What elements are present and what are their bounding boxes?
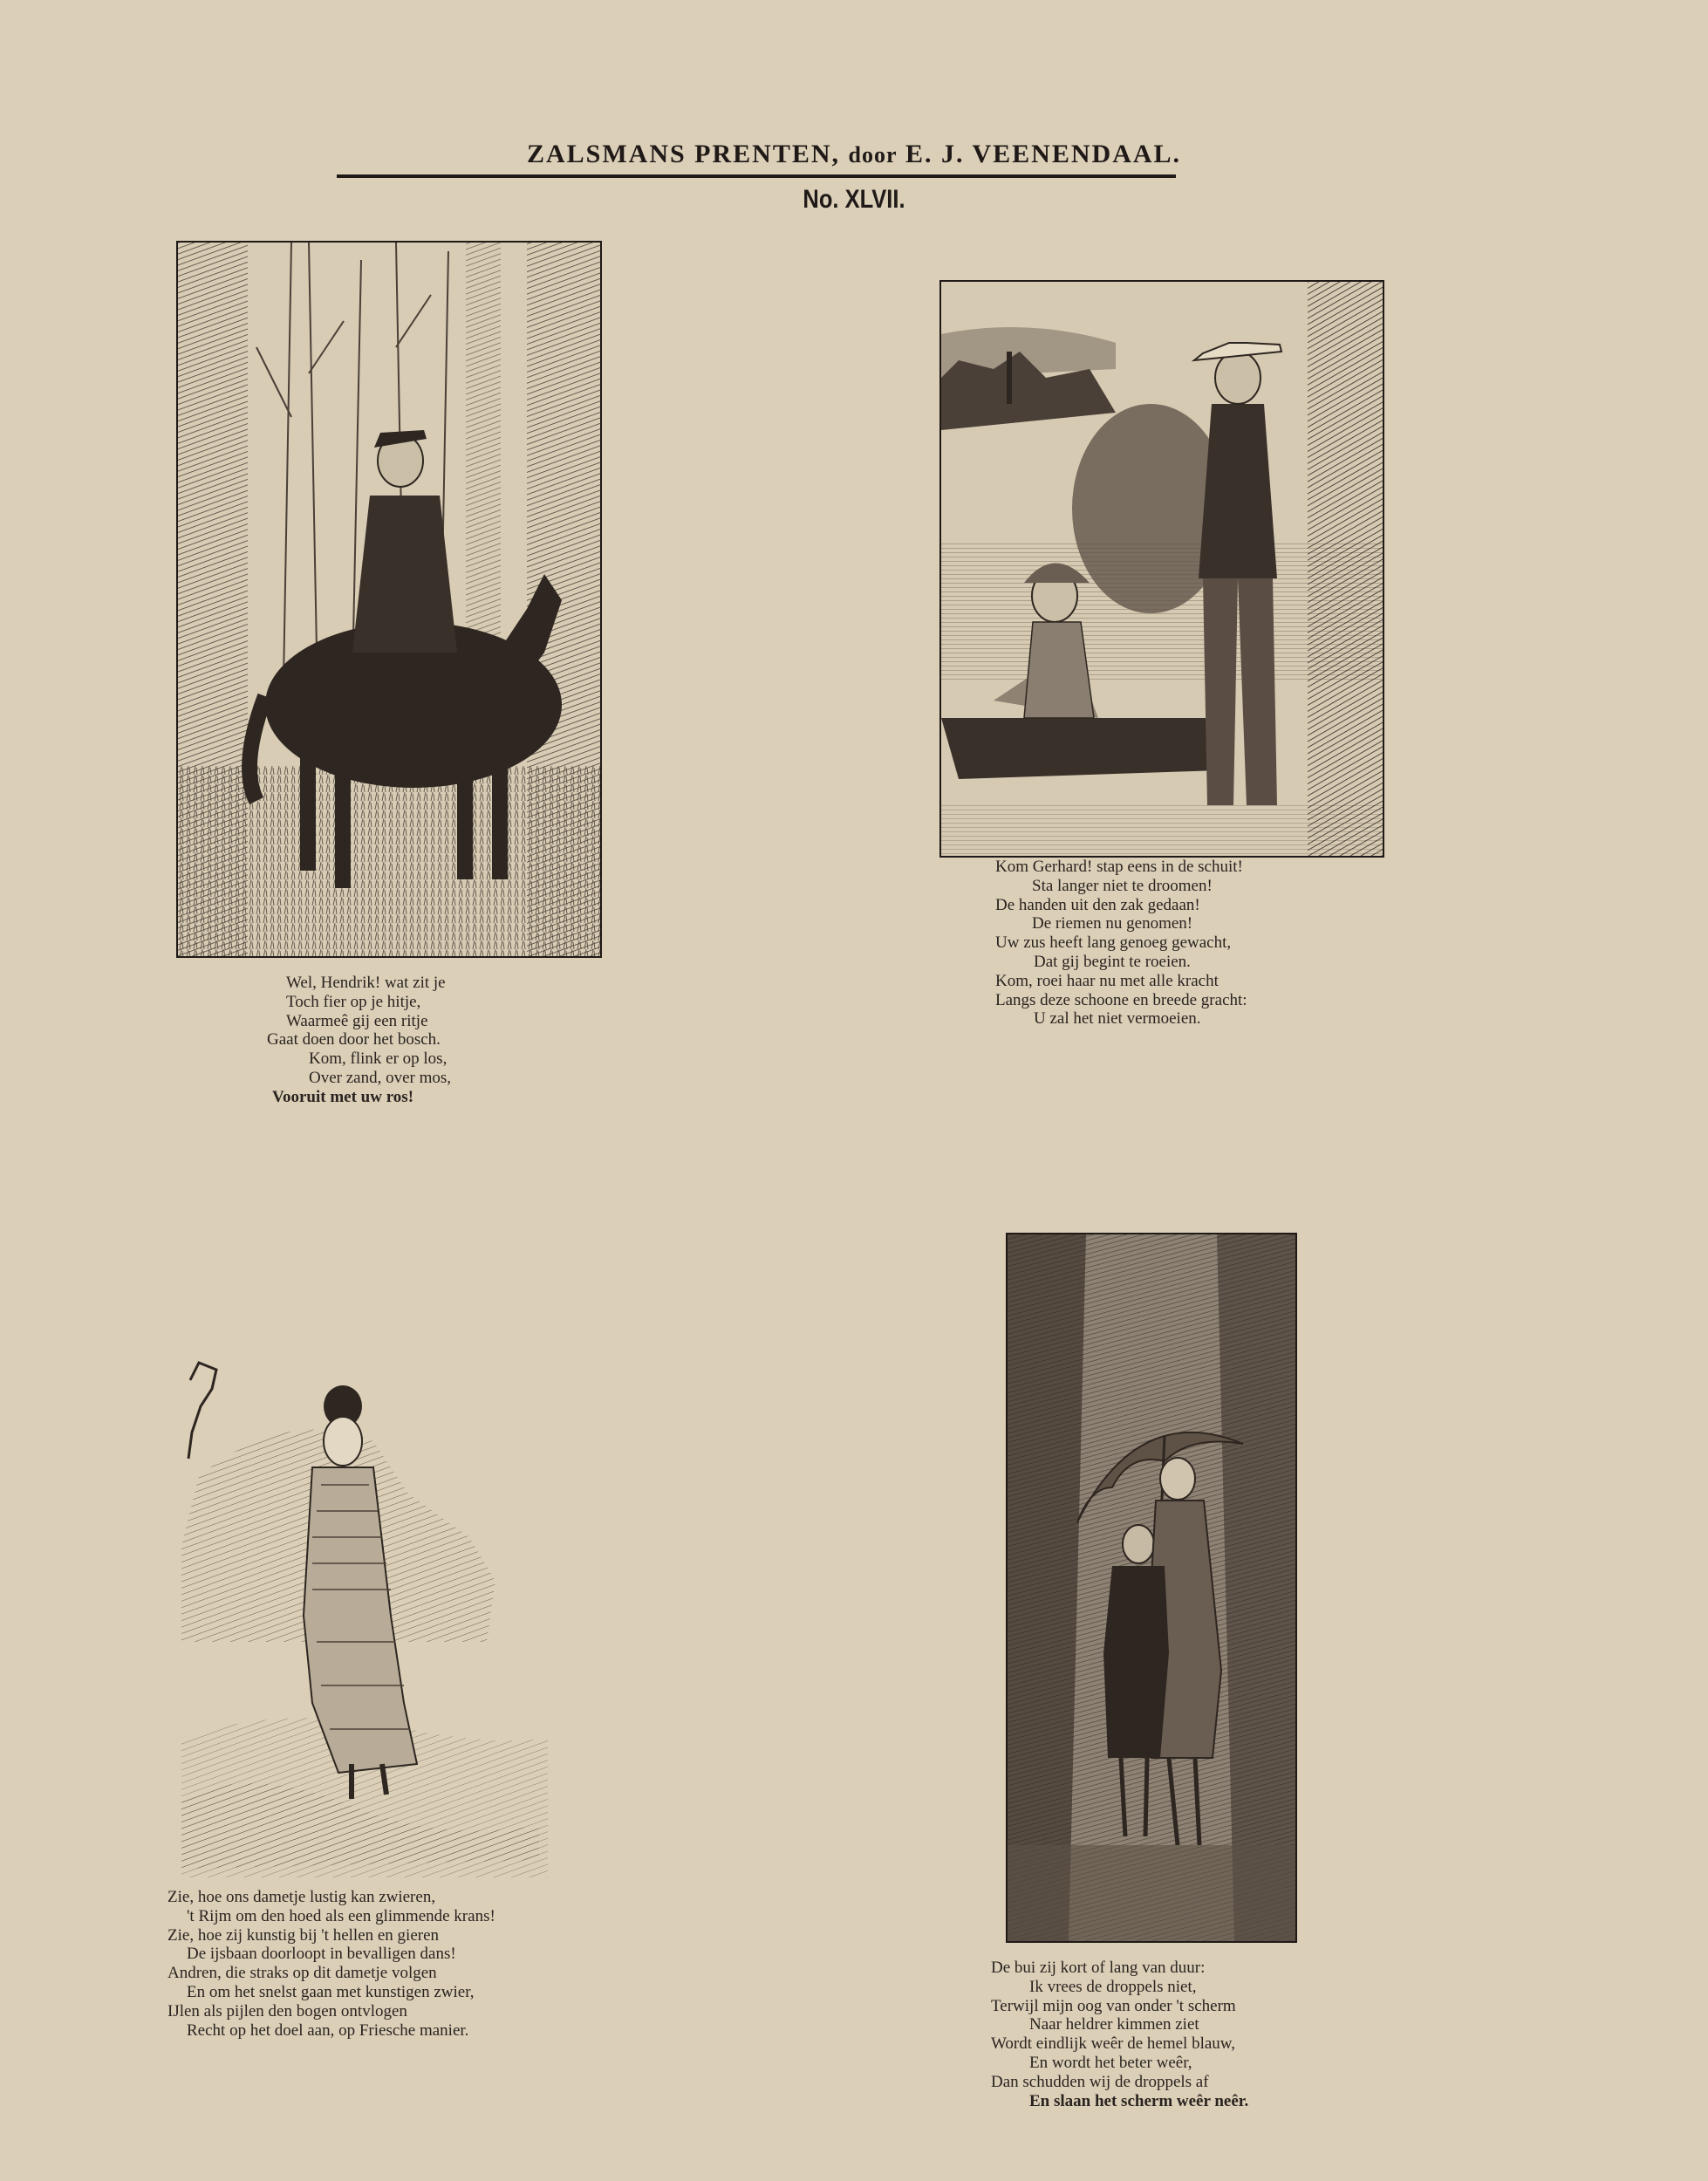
skater-illustration — [181, 1354, 548, 1877]
verse-line: Zie, hoe ons dametje lustig kan zwieren, — [167, 1888, 436, 1906]
print-number: No. XLVII. — [803, 185, 905, 214]
verse-line: Zie, hoe zij kunstig bij 't hellen en gieren — [167, 1925, 440, 1945]
verse-line: Vooruit met uw ros! — [272, 1087, 414, 1106]
verse-line: Kom, roei haar nu met alle kracht — [995, 971, 1219, 990]
verse-line: Dat gij begint te roeien. — [1034, 952, 1191, 971]
verse-line: De handen uit den zak gedaan! — [995, 895, 1200, 914]
verse-line: Wordt eindlijk weêr de hemel blauw, — [991, 2034, 1236, 2054]
verse-line: En om het snelst gaan met kunstigen zwier, — [187, 1982, 475, 2001]
title-main: ZALSMANS PRENTEN, — [526, 140, 841, 168]
verse-line: Dan schudden wij de droppels af — [991, 2072, 1209, 2091]
engraving-horse-rider — [176, 241, 602, 958]
horse-rider-illustration — [178, 243, 600, 956]
verse-line: Toch fier op je hitje, — [286, 992, 421, 1011]
verse-line: Kom Gerhard! stap eens in de schuit! — [995, 858, 1243, 876]
verse-line: Over zand, over mos, — [309, 1068, 452, 1087]
engraving-boat — [939, 280, 1384, 858]
verse-line: Waarmeê gij een ritje — [286, 1011, 428, 1030]
verse-line: De riemen nu genomen! — [1032, 914, 1193, 933]
verse-line: Recht op het doel aan, op Friesche manier. — [187, 2020, 469, 2040]
verse-line: De ijsbaan doorloopt in bevalligen dans! — [187, 1945, 456, 1964]
verse-line: 't Rijm om den hoed als een glimmende krans! — [187, 1906, 495, 1925]
verse-horse-rider — [267, 974, 451, 1107]
engraving-skater — [181, 1354, 548, 1877]
title-author: E. J. VEENENDAAL. — [905, 140, 1182, 168]
header-rule — [337, 174, 1176, 178]
page-title — [0, 140, 1708, 169]
verse-line: En slaan het scherm weêr neêr. — [1029, 2091, 1249, 2110]
verse-line: Terwijl mijn oog van onder 't scherm — [991, 1996, 1236, 2015]
verse-line: Naar heldrer kimmen ziet — [1029, 2015, 1199, 2034]
verse-line: IJlen als pijlen den bogen ontvlogen — [167, 2001, 407, 2020]
verse-line: Kom, flink er op los, — [309, 1049, 447, 1069]
verse-skater — [167, 1888, 495, 2040]
verse-line: Gaat doen door het bosch. — [267, 1030, 441, 1049]
boat-illustration — [941, 282, 1383, 856]
verse-boat — [995, 858, 1247, 1029]
umbrella-children-illustration — [1008, 1234, 1295, 1941]
verse-line: U zal het niet vermoeien. — [1034, 1009, 1201, 1029]
verse-line: Wel, Hendrik! wat zit je — [286, 974, 446, 992]
verse-line: Uw zus heeft lang genoeg gewacht, — [995, 933, 1232, 953]
verse-line: En wordt het beter weêr, — [1029, 2053, 1192, 2072]
verse-line: Andren, die straks op dit dametje volgen — [167, 1964, 437, 1983]
engraving-umbrella-children — [1006, 1233, 1297, 1943]
verse-umbrella-children — [991, 1959, 1248, 2110]
verse-line: Sta langer niet te droomen! — [1032, 876, 1213, 895]
title-by: door — [848, 142, 898, 168]
verse-line: Ik vrees de droppels niet, — [1029, 1977, 1197, 1996]
verse-line: Langs deze schoone en breede gracht: — [995, 990, 1247, 1009]
verse-line: De bui zij kort of lang van duur: — [991, 1959, 1206, 1977]
